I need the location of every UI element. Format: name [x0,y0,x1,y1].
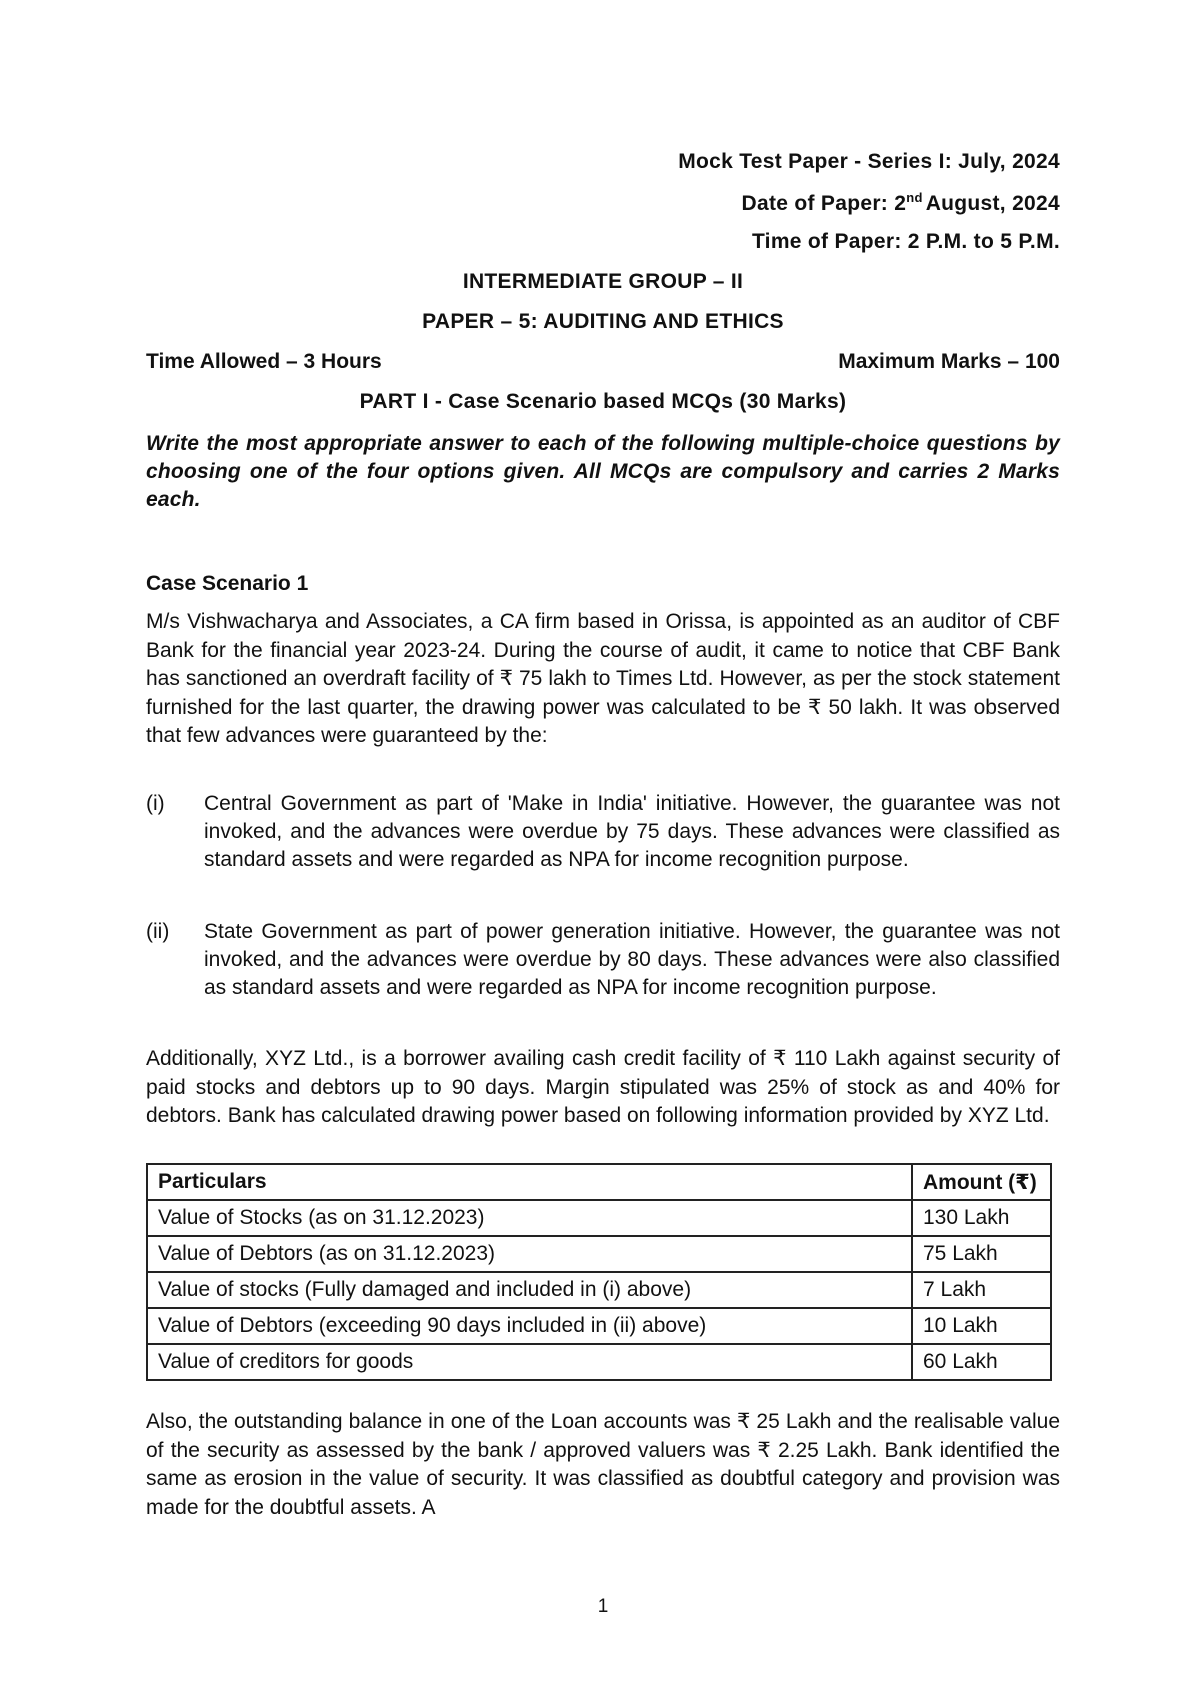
instructions: Write the most appropriate answer to each of the following multiple-choice questions by choosing one of the four options given. All MCQs are compulsory and carries 2 Marks each. [146,432,1060,511]
time-line: Time of Paper: 2 P.M. to 5 P.M. [751,230,1060,253]
table-row [147,1236,1051,1272]
time-allowed: Time Allowed – 3 Hours [146,350,382,373]
page-number: 1 [597,1596,609,1617]
list-marker: (ii) [146,920,170,943]
list-text: Central Government as part of 'Make in India' initiative. However, the guarantee was not invoked, and the advances were overdue by 75 days. These advances were classified as standard assets and were regarded as NPA for income recognition purpose. [204,792,1060,871]
table-row [147,1272,1051,1308]
table-header-row [147,1164,1051,1200]
group-title: INTERMEDIATE GROUP – II [462,270,744,293]
table-cell: Value of creditors for goods [147,1344,912,1380]
table-cell: 60 Lakh [912,1344,1051,1380]
table-row [147,1308,1051,1344]
header-particulars: Particulars [147,1164,912,1200]
list-marker: (i) [146,792,165,815]
part-title: PART I - Case Scenario based MCQs (30 Marks) [359,390,847,413]
table-cell: 130 Lakh [912,1200,1051,1236]
table-cell: Value of Debtors (exceeding 90 days included in (ii) above) [147,1308,912,1344]
date-superscript: nd [906,190,923,205]
date-line [742,190,1060,216]
header-amount: Amount (₹) [912,1164,1051,1200]
additional-paragraph: Additionally, XYZ Ltd., is a borrower availing cash credit facility of ₹ 110 Lakh against security of paid stocks and debtors up to 90 days. Margin stipulated was 25% of stock as and 40% for debtors. Bank has calculated drawing power based on following information provided by XYZ Ltd. [146,1047,1060,1127]
paper-title: PAPER – 5: AUDITING AND ETHICS [422,310,784,333]
case-intro: M/s Vishwacharya and Associates, a CA firm based in Orissa, is appointed as an auditor of CBF Bank for the financial year 2023-24. During the course of audit, it came to notice that CBF Bank has sanctioned an overdraft facility of ₹ 75 lakh to Times Ltd. However, as per the stock statement furnished for the last quarter, the drawing power was calculated to be ₹ 50 lakh. It was observed that few advances were guaranteed by the: [146,610,1060,747]
closing-paragraph: Also, the outstanding balance in one of the Loan accounts was ₹ 25 Lakh and the realisable value of the security as assessed by the bank / approved valuers was ₹ 2.25 Lakh. Bank identified the same as erosion in the value of security. It was classified as doubtful category and provision was made for the doubtful assets. A [146,1410,1060,1519]
time-marks-row [146,350,1060,374]
maximum-marks: Maximum Marks – 100 [838,350,1060,373]
date-suffix: August, 2024 [925,192,1060,215]
table-cell: 10 Lakh [912,1308,1051,1344]
table-cell: 7 Lakh [912,1272,1051,1308]
table-cell: Value of Debtors (as on 31.12.2023) [147,1236,912,1272]
table-row [147,1200,1051,1236]
table-row [147,1344,1051,1380]
table-cell: Value of Stocks (as on 31.12.2023) [147,1200,912,1236]
document-page [146,0,1060,1696]
date-prefix: Date of Paper: 2 [741,192,907,215]
case-scenario-title: Case Scenario 1 [146,572,309,595]
table-cell: 75 Lakh [912,1236,1051,1272]
data-table [146,1163,1052,1381]
table-cell: Value of stocks (Fully damaged and included in (i) above) [147,1272,912,1308]
series-line: Mock Test Paper - Series I: July, 2024 [678,150,1060,173]
list-text: State Government as part of power generation initiative. However, the guarantee was not invoked, and the advances were overdue by 80 days. These advances were also classified as standard assets and were regarded as NPA for income recognition purpose. [204,920,1060,999]
